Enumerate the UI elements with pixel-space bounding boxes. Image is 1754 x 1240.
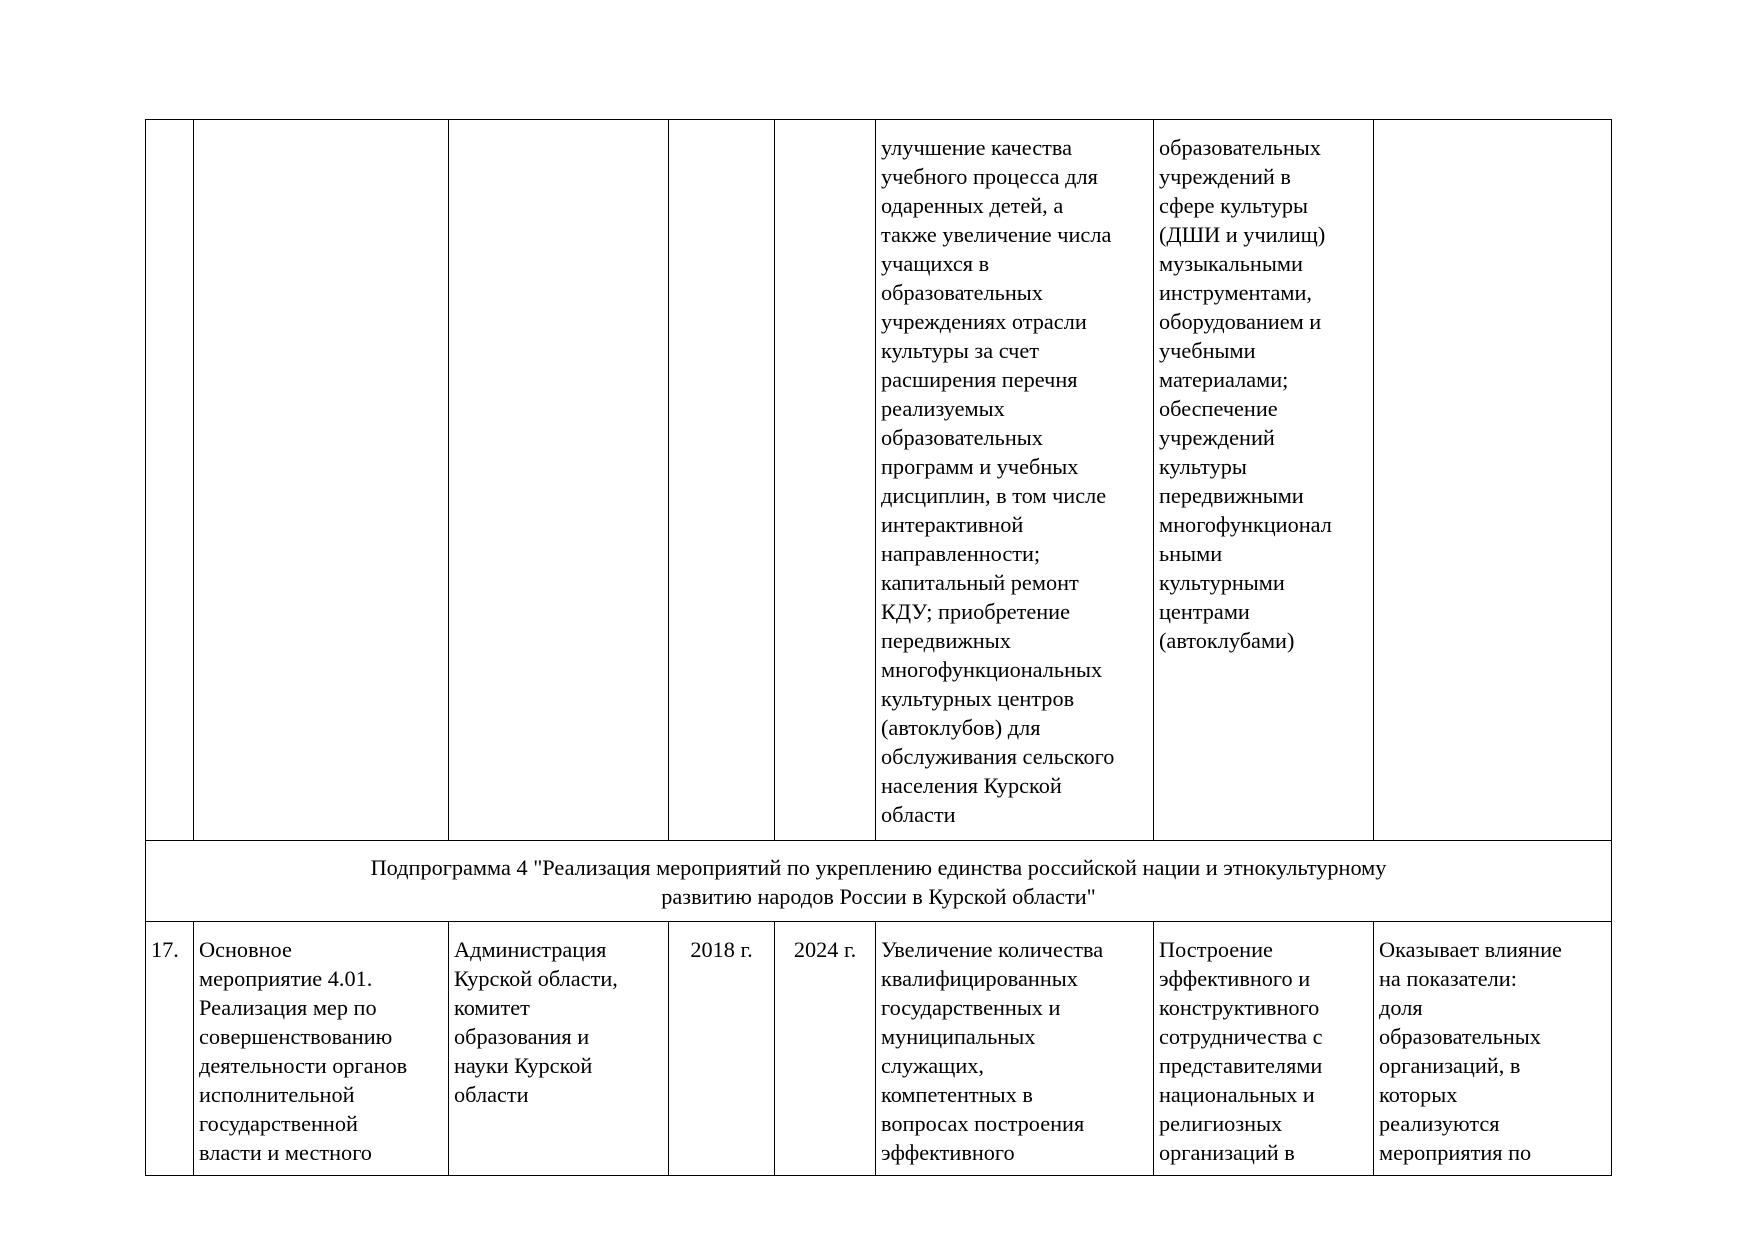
- row-number-cell: [146, 120, 194, 841]
- subprogram-heading-line1: Подпрограмма 4 "Реализация мероприятий по укреплению единства российской нации и этнокультурному: [370, 855, 1387, 880]
- start-year-cell: [669, 120, 775, 841]
- start-year-cell: 2018 г.: [669, 922, 775, 1176]
- subprogram-heading-line2: развитию народов России в Курской области": [661, 884, 1096, 909]
- relation-cell: [1374, 120, 1612, 841]
- event-name-cell: Основное мероприятие 4.01. Реализация мер по совершенствованию деятельности органов исполнительной государственной власти и местного: [194, 922, 449, 1176]
- event-name-cell: [194, 120, 449, 841]
- executor-cell: Администрация Курской области, комитет образования и науки Курской области: [449, 922, 669, 1176]
- expected-result-cell: Увеличение количества квалифицированных государственных и муниципальных служащих, компетентных в вопросах построения эффективного: [876, 922, 1154, 1176]
- end-year-cell: [775, 120, 876, 841]
- subprogram-heading-row: [146, 841, 1612, 922]
- executor-cell: [449, 120, 669, 841]
- main-directions-cell: образовательных учреждений в сфере культуры (ДШИ и училищ) музыкальными инструментами, оборудованием и учебными материалами; обеспечение учреждений культуры передвижными многофункционал ьными культурными центрами (автоклубами): [1154, 120, 1374, 841]
- continuation-row: [146, 120, 1612, 841]
- expected-result-cell: улучшение качества учебного процесса для одаренных детей, а также увеличение числа учащихся в образовательных учреждениях отрасли культуры за счет расширения перечня реализуемых образовательных программ и учебных дисциплин, в том числе интерактивной направленности; капитальный ремонт КДУ; приобретение передвижных многофункциональных культурных центров (автоклубов) для обслуживания сельского населения Курской области: [876, 120, 1154, 841]
- relation-cell: Оказывает влияние на показатели: доля образовательных организаций, в которых реализуются мероприятия по: [1374, 922, 1612, 1176]
- table-row-17: [146, 922, 1612, 1176]
- program-events-table: [145, 119, 1612, 1176]
- row-number-cell: 17.: [146, 922, 194, 1176]
- main-directions-cell: Построение эффективного и конструктивного сотрудничества с представителями национальных и религиозных организаций в: [1154, 922, 1374, 1176]
- subprogram-heading: [146, 841, 1612, 922]
- end-year-cell: 2024 г.: [775, 922, 876, 1176]
